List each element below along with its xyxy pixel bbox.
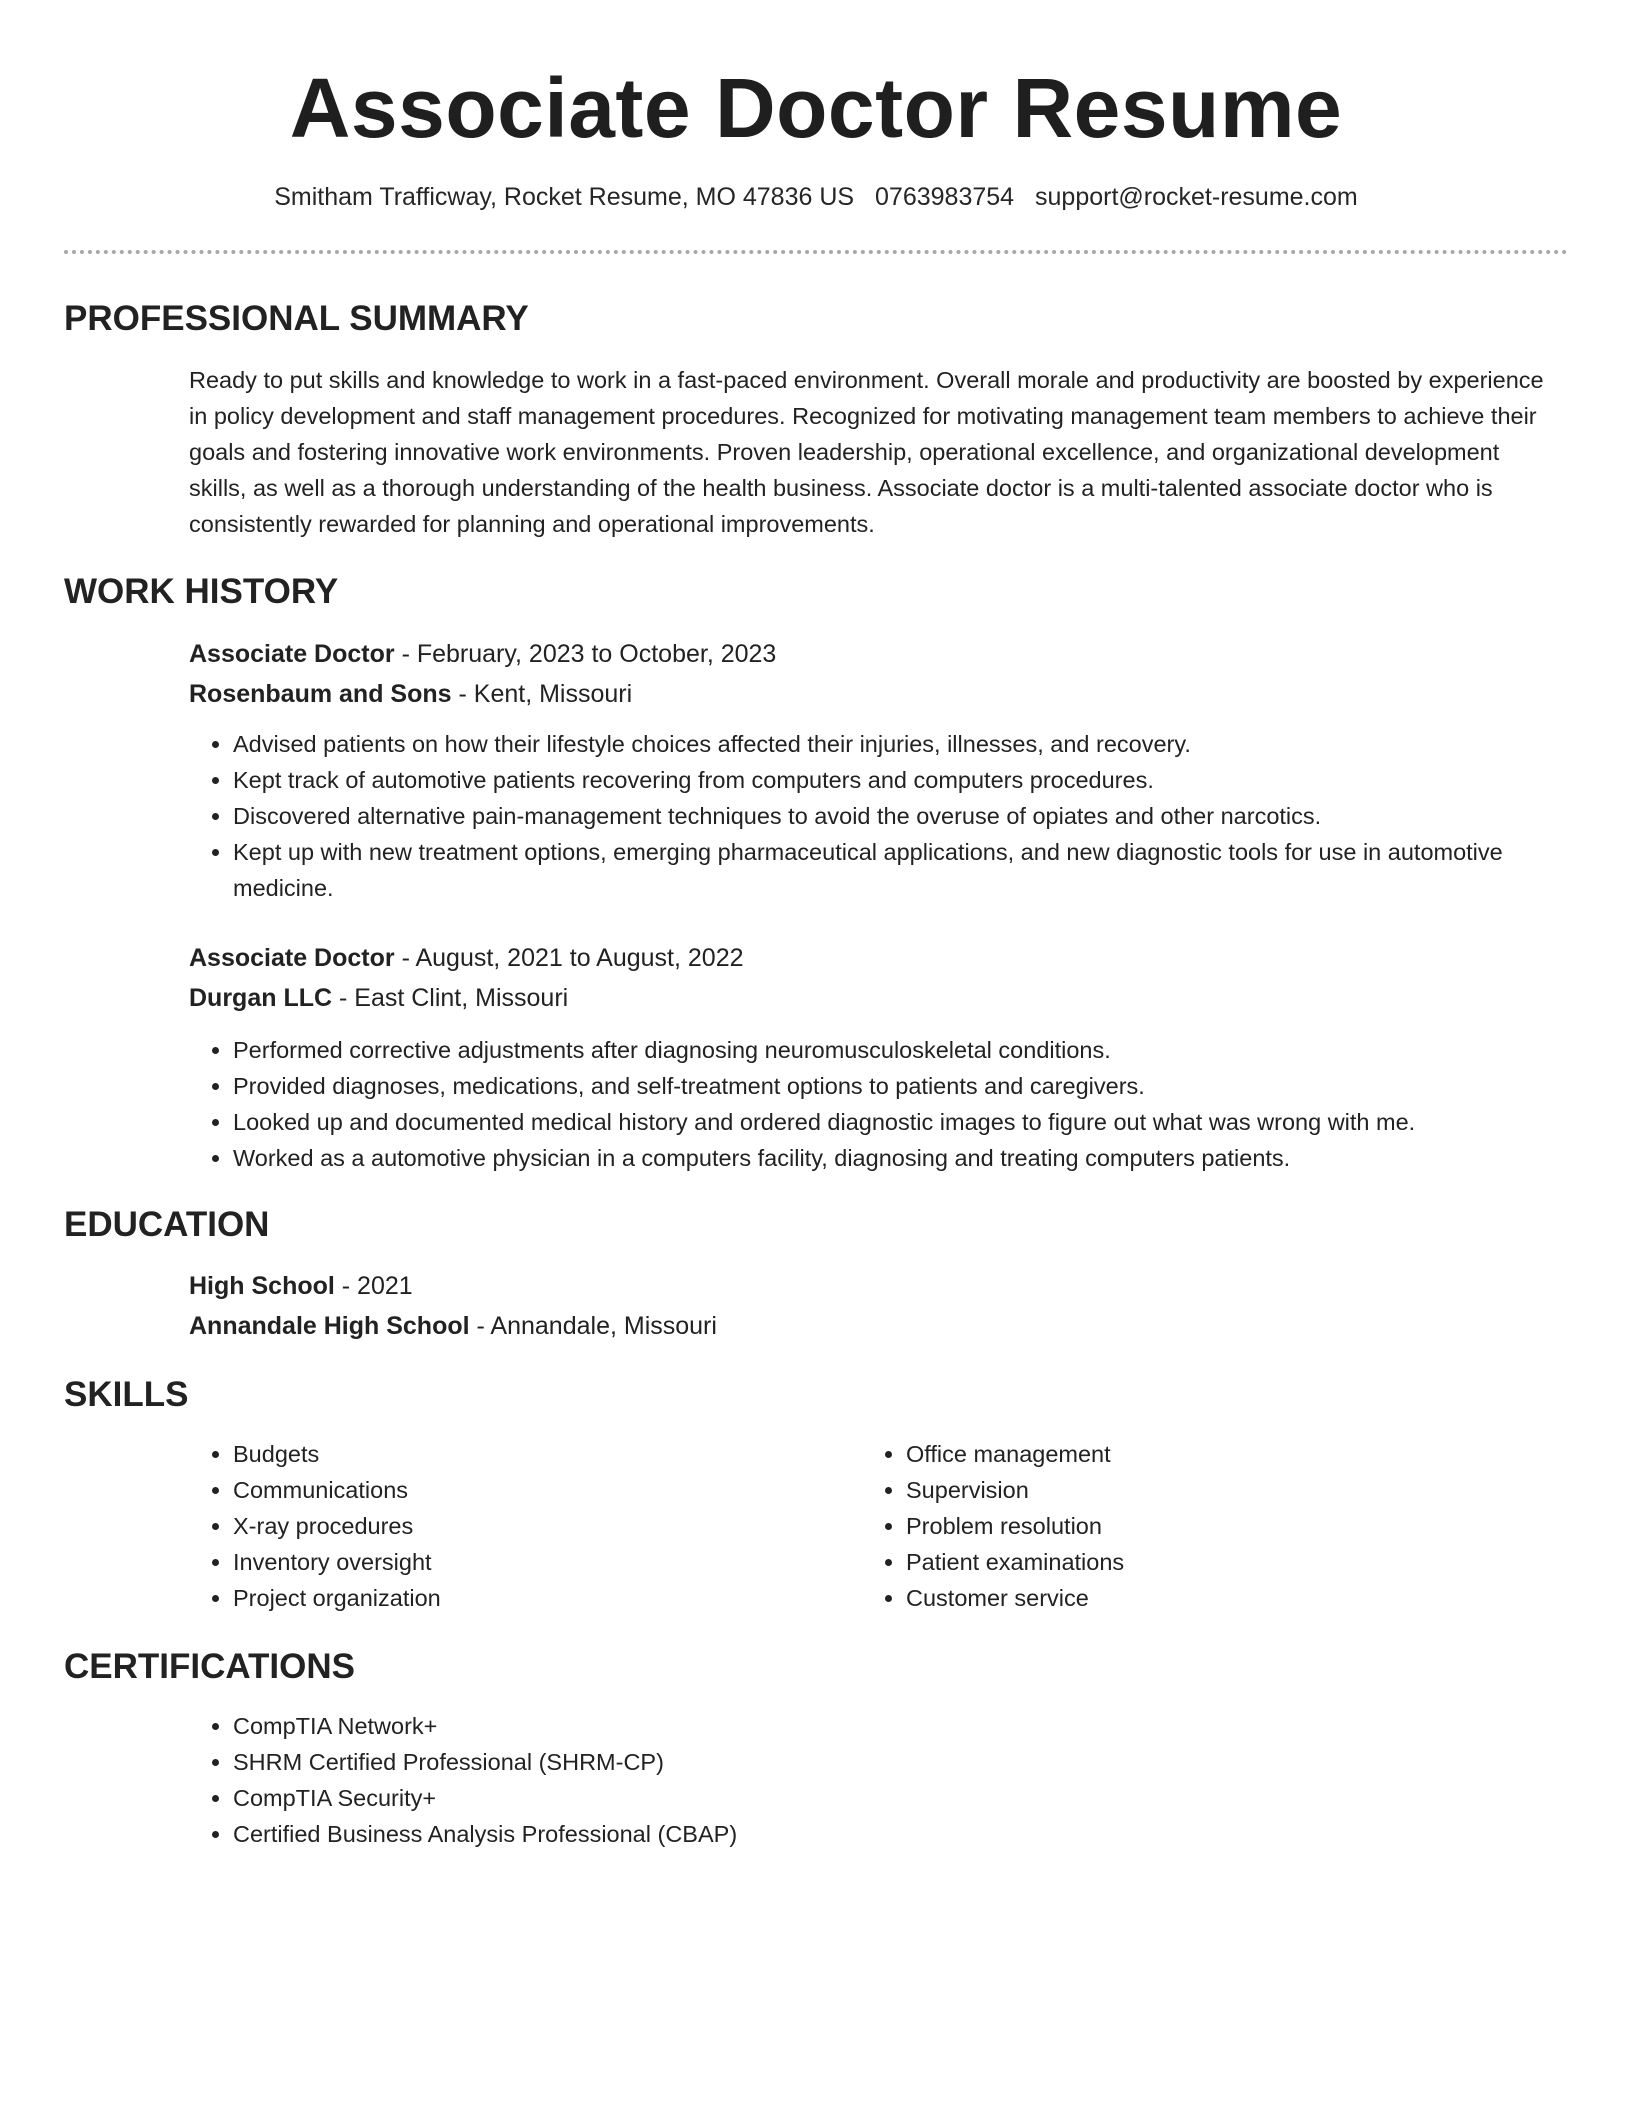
- job-role: Associate Doctor: [189, 640, 395, 668]
- job-company-line: [189, 978, 1549, 1018]
- list-item: • Certified Business Analysis Professional (CBAP): [233, 1816, 1549, 1852]
- contact-line: [0, 180, 1632, 214]
- job-title-line: [189, 634, 1549, 674]
- skills-column-right: [862, 1436, 1482, 1616]
- list-item: • CompTIA Network+: [233, 1708, 1549, 1744]
- education-school-line: [189, 1306, 1549, 1346]
- section-title-education: EDUCATION: [64, 1205, 270, 1244]
- section-title-summary: PROFESSIONAL SUMMARY: [64, 299, 529, 338]
- list-item: • Advised patients on how their lifestyle choices affected their injuries, illnesses, and recovery.: [233, 726, 1549, 762]
- contact-email: support@rocket-resume.com: [1035, 183, 1358, 211]
- education-entry: [189, 1266, 1549, 1346]
- job-entry: [189, 634, 1549, 906]
- job-dates: - August, 2021 to August, 2022: [394, 944, 744, 972]
- list-item: • Kept up with new treatment options, emerging pharmaceutical applications, and new diagnostic tools for use in automotive medicine.: [233, 834, 1549, 906]
- job-company-line: [189, 674, 1549, 714]
- skills-list: [189, 1436, 809, 1616]
- summary-text: Ready to put skills and knowledge to work in a fast-paced environment. Overall morale and productivity are boosted by experience in policy development and staff management procedures. Recognized for motivating management team members to achieve their goals and fostering innovative work environments. Proven leadership, operational excellence, and organizational development skills, as well as a thorough understanding of the health business. Associate doctor is a multi-talented associate doctor who is consistently rewarded for planning and operational improvements.: [189, 367, 1544, 537]
- skills-list: [862, 1436, 1482, 1616]
- education-year: - 2021: [334, 1272, 413, 1300]
- list-item: • Provided diagnoses, medications, and self-treatment options to patients and caregivers.: [233, 1068, 1549, 1104]
- job-duties-list: [189, 1032, 1549, 1176]
- certifications-block: [189, 1708, 1549, 1852]
- job-duties-list: [189, 726, 1549, 906]
- list-item: • Communications: [233, 1472, 809, 1508]
- contact-phone: 0763983754: [875, 183, 1015, 211]
- list-item: • Problem resolution: [906, 1508, 1482, 1544]
- certifications-list: [189, 1708, 1549, 1852]
- section-title-skills: SKILLS: [64, 1375, 189, 1414]
- list-item: • CompTIA Security+: [233, 1780, 1549, 1816]
- list-item: • Worked as a automotive physician in a computers facility, diagnosing and treating computers patients.: [233, 1140, 1549, 1176]
- job-company: Rosenbaum and Sons: [189, 680, 452, 708]
- list-item: • Looked up and documented medical history and ordered diagnostic images to figure out what was wrong with me.: [233, 1104, 1549, 1140]
- list-item: • Budgets: [233, 1436, 809, 1472]
- job-location: - Kent, Missouri: [451, 680, 633, 708]
- education-degree-line: [189, 1266, 1549, 1306]
- list-item: • Performed corrective adjustments after diagnosing neuromusculoskeletal conditions.: [233, 1032, 1549, 1068]
- list-item: • Office management: [906, 1436, 1482, 1472]
- job-title-line: [189, 938, 1549, 978]
- education-degree: High School: [189, 1272, 335, 1300]
- contact-address: Smitham Trafficway, Rocket Resume, MO 47836 US: [274, 183, 855, 211]
- section-title-certifications: CERTIFICATIONS: [64, 1647, 356, 1686]
- list-item: • Supervision: [906, 1472, 1482, 1508]
- education-school: Annandale High School: [189, 1312, 470, 1340]
- list-item: • Discovered alternative pain-management techniques to avoid the overuse of opiates and other narcotics.: [233, 798, 1549, 834]
- list-item: • Customer service: [906, 1580, 1482, 1616]
- list-item: • Kept track of automotive patients recovering from computers and computers procedures.: [233, 762, 1549, 798]
- job-dates: - February, 2023 to October, 2023: [394, 640, 777, 668]
- header-divider: [64, 250, 1568, 254]
- job-company: Durgan LLC: [189, 984, 333, 1012]
- page-title: Associate Doctor Resume: [289, 61, 1343, 155]
- list-item: • Project organization: [233, 1580, 809, 1616]
- job-entry: [189, 938, 1549, 1176]
- skills-column-left: [189, 1436, 809, 1616]
- job-location: - East Clint, Missouri: [332, 984, 569, 1012]
- list-item: • X-ray procedures: [233, 1508, 809, 1544]
- list-item: • Inventory oversight: [233, 1544, 809, 1580]
- list-item: • SHRM Certified Professional (SHRM-CP): [233, 1744, 1549, 1780]
- list-item: • Patient examinations: [906, 1544, 1482, 1580]
- education-location: - Annandale, Missouri: [469, 1312, 717, 1340]
- section-title-work-history: WORK HISTORY: [64, 572, 339, 611]
- job-role: Associate Doctor: [189, 944, 395, 972]
